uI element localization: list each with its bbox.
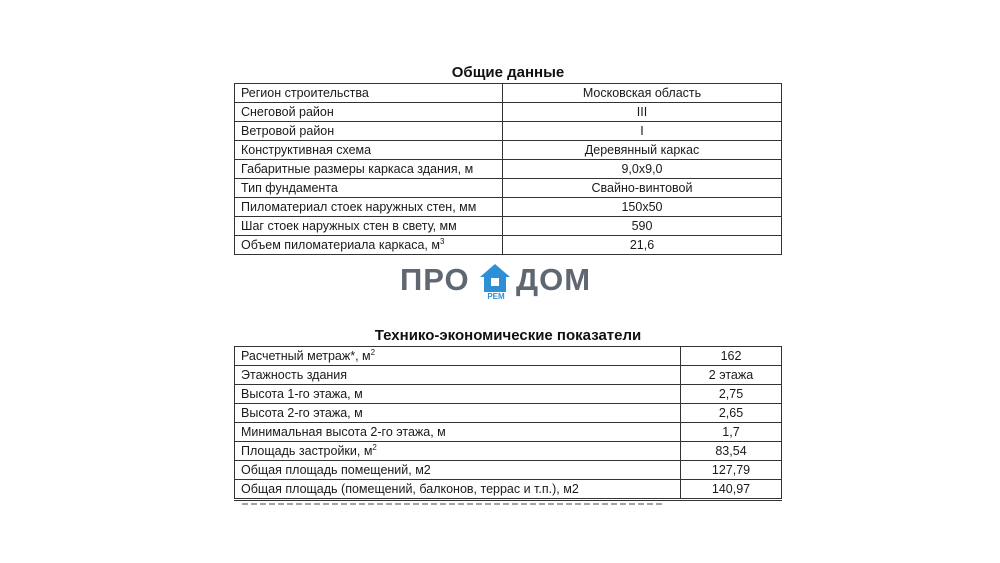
row-value: III [503,103,782,122]
row-label-text: Площадь застройки, м [241,444,373,458]
row-value: 127,79 [681,461,782,480]
cropped-footnote [234,500,782,507]
logo-text-right: ДОМ [516,262,592,297]
row-value: 21,6 [503,236,782,255]
indicators-title: Технико-экономические показатели [374,327,642,344]
table-row [235,103,782,122]
table-row [235,347,782,366]
table-row [235,84,782,103]
row-label: Габаритные размеры каркаса здания, м [235,160,503,179]
row-value: 2,65 [681,404,782,423]
logo-subtext: РЕМ [487,292,505,301]
table-row [235,141,782,160]
table-row [235,122,782,141]
row-label: Шаг стоек наружных стен в свету, мм [235,217,503,236]
row-value: 150x50 [503,198,782,217]
table-row [235,160,782,179]
row-value: 1,7 [681,423,782,442]
cropped-text-fragment [242,503,662,505]
general-data-table [234,83,782,255]
row-label: Тип фундамента [235,179,503,198]
row-label: Пиломатериал стоек наружных стен, мм [235,198,503,217]
unit-superscript: 2 [372,442,377,452]
unit-superscript: 3 [439,236,445,246]
row-value: Свайно-винтовой [503,179,782,198]
row-label [235,347,681,366]
table-row [235,366,782,385]
row-label: Общая площадь (помещений, балконов, террас и т.п.), м2 [235,480,681,499]
row-label: Высота 2-го этажа, м [235,404,681,423]
row-value: 83,54 [681,442,782,461]
row-label: Регион строительства [235,84,503,103]
unit-superscript: 2 [370,347,376,357]
row-label: Конструктивная схема [235,141,503,160]
table-row [235,480,782,499]
table-row [235,385,782,404]
table-row [235,461,782,480]
table-row [235,423,782,442]
row-label-text: Объем пиломатериала каркаса, м [241,238,440,252]
row-label: Общая площадь помещений, м2 [235,461,681,480]
row-label: Минимальная высота 2-го этажа, м [235,423,681,442]
indicators-table [234,346,782,499]
row-label-text: Расчетный метраж*, м [241,349,371,363]
row-value: 590 [503,217,782,236]
row-label: Этажность здания [235,366,681,385]
row-value: I [503,122,782,141]
row-value: 2,75 [681,385,782,404]
row-value: Деревянный каркас [503,141,782,160]
table-row [235,179,782,198]
table-row [235,217,782,236]
row-label [235,236,503,255]
table-row [235,442,782,461]
row-label: Снеговой район [235,103,503,122]
row-value: 140,97 [681,480,782,499]
logo [400,262,600,306]
row-label: Высота 1-го этажа, м [235,385,681,404]
row-label [235,442,681,461]
table-row [235,404,782,423]
row-label: Ветровой район [235,122,503,141]
row-value: 2 этажа [681,366,782,385]
table-row [235,198,782,217]
row-value: Московская область [503,84,782,103]
row-value: 9,0x9,0 [503,160,782,179]
general-data-title: Общие данные [451,64,565,81]
logo-text-left: ПРО [400,262,470,297]
table-row [235,236,782,255]
row-value: 162 [681,347,782,366]
